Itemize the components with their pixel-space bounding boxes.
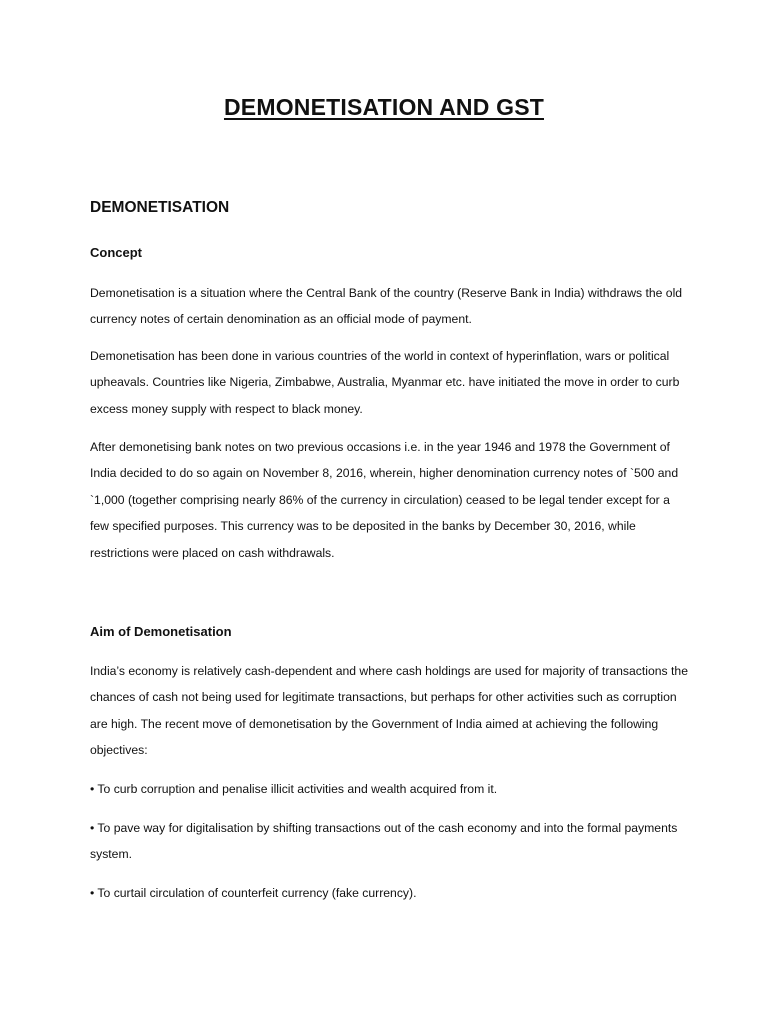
aim-bullet-1: • To curb corruption and penalise illicit activities and wealth acquired from it. <box>90 782 498 796</box>
document-title: DEMONETISATION AND GST <box>223 94 544 120</box>
subheading-aim-of-demonetisation: Aim of Demonetisation <box>90 624 232 639</box>
concept-paragraph-1: Demonetisation is a situation where the Central Bank of the country (Reserve Bank in India) withdraws the old currency notes of certain denomination as an official mode of payment. <box>90 286 683 327</box>
subheading-concept: Concept <box>90 245 142 260</box>
concept-paragraph-2: Demonetisation has been done in various countries of the world in context of hyperinflation, wars or political upheavals. Countries like Nigeria, Zimbabwe, Australia, Myanmar etc. have initiated the move in order to curb excess money supply with respect to black money. <box>90 349 680 416</box>
aim-bullet-2: • To pave way for digitalisation by shifting transactions out of the cash economy and into the formal payments system. <box>90 821 678 862</box>
concept-paragraph-3: After demonetising bank notes on two previous occasions i.e. in the year 1946 and 1978 the Government of India decided to do so again on November 8, 2016, wherein, higher denomination currency notes of `500 and `1,000 (together comprising nearly 86% of the currency in circulation) ceased to be legal tender except for a few specified purposes. This currency was to be deposited in the banks by December 30, 2016, while restrictions were placed on cash withdrawals. <box>90 440 679 560</box>
aim-bullet-3: • To curtail circulation of counterfeit currency (fake currency). <box>90 886 417 900</box>
section-heading-demonetisation: DEMONETISATION <box>90 199 230 216</box>
aim-paragraph: India’s economy is relatively cash-dependent and where cash holdings are used for majority of transactions the chances of cash not being used for legitimate transactions, but perhaps for other activities such as corruption are high. The recent move of demonetisation by the Government of India aimed at achieving the following objectives: <box>90 664 688 758</box>
